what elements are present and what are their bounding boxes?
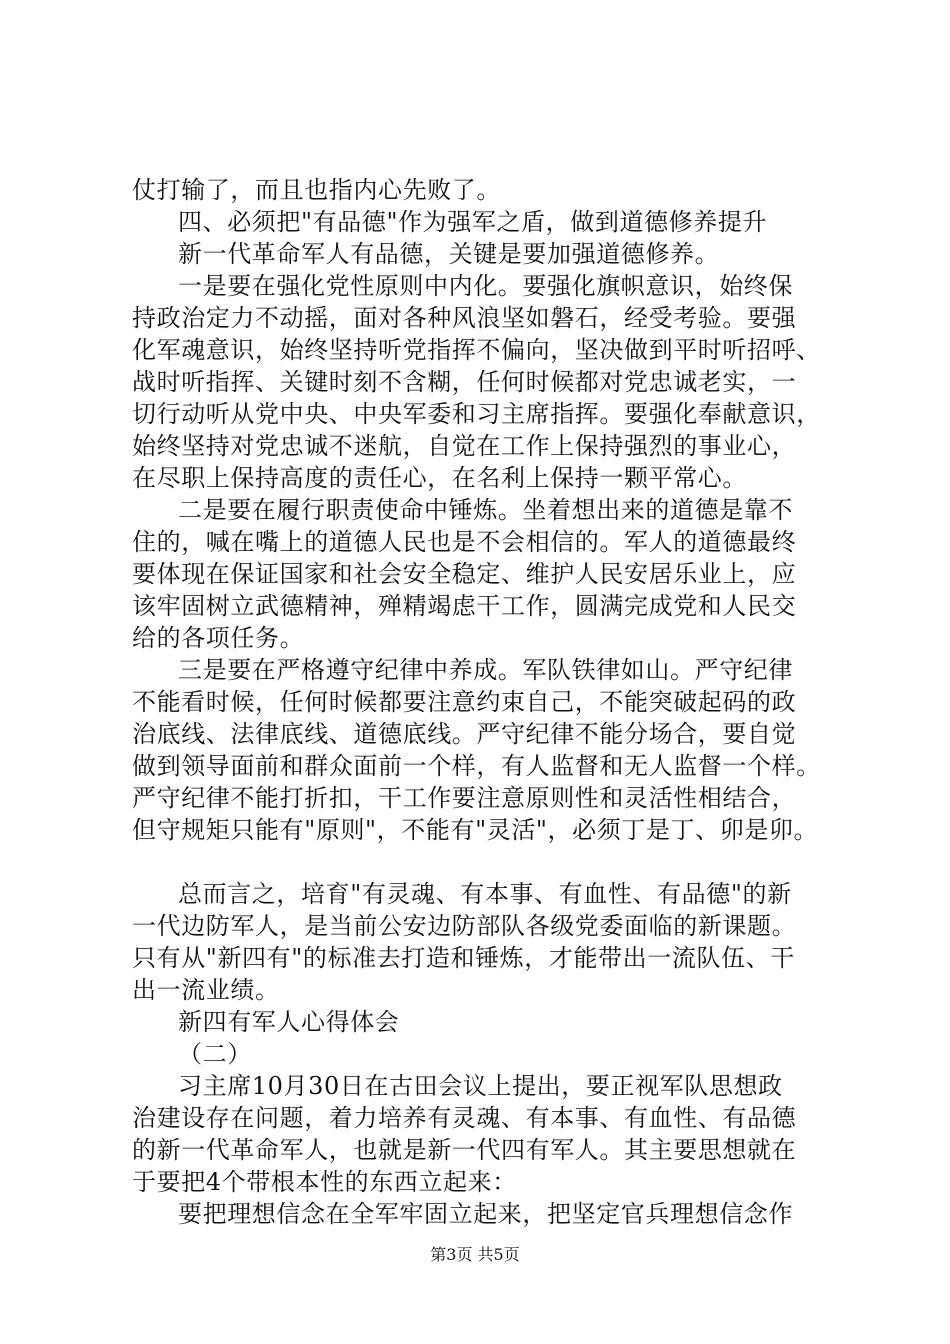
text-line: 于要把4个带根本性的东西立起来：: [132, 1168, 517, 1196]
text-line: 严守纪律不能打折扣，干工作要注意原则性和灵活性相结合，: [132, 784, 797, 812]
text-line: 总而言之，培育"有灵魂、有本事、有血性、有品德"的新: [178, 880, 792, 908]
text-line: 要体现在保证国家和社会安全稳定、维护人民安居乐业上，应: [132, 560, 797, 588]
text-line: 只有从"新四有"的标准去打造和锤炼，才能带出一流队伍、干: [132, 944, 795, 972]
text-line: 仗打输了，而且也指内心先败了。: [132, 176, 501, 204]
text-line: 习主席10月30日在古田会议上提出，要正视军队思想政: [178, 1072, 783, 1100]
text-line: 二是要在履行职责使命中锤炼。坐着想出来的道德是靠不: [178, 496, 793, 524]
subtitle: 新四有军人心得体会: [178, 1008, 400, 1036]
text-line: 三是要在严格遵守纪律中养成。军队铁律如山。严守纪律: [178, 656, 793, 684]
text-line: 新一代革命军人有品德，关键是要加强道德修养。: [178, 240, 720, 268]
text-line: 一是要在强化党性原则中内化。要强化旗帜意识，始终保: [178, 272, 793, 300]
text-line: 但守规矩只能有"原则"，不能有"灵活"，必须丁是丁、卯是卯。: [132, 816, 819, 844]
subtitle-number: （二）: [178, 1040, 252, 1068]
text-line: 治底线、法律底线、道德底线。严守纪律不能分场合，要自觉: [132, 720, 797, 748]
text-line: 不能看时候，任何时候都要注意约束自己，不能突破起码的政: [132, 688, 797, 716]
section-heading: 四、必须把"有品德"作为强军之盾，做到道德修养提升: [178, 208, 768, 236]
text-line: 切行动听从党中央、中央军委和习主席指挥。要强化奉献意识，: [132, 400, 821, 428]
text-line: 出一流业绩。: [132, 976, 280, 1004]
text-line: 一代边防军人，是当前公安边防部队各级党委面临的新课题。: [132, 912, 797, 940]
text-line: 治建设存在问题，着力培养有灵魂、有本事、有血性、有品德: [132, 1104, 797, 1132]
text-line: 战时听指挥、关键时刻不含糊，任何时候都对党忠诚老实，一: [132, 368, 797, 396]
text-line: 的新一代革命军人，也就是新一代四有军人。其主要思想就在: [132, 1136, 797, 1164]
text-line: 住的，喊在嘴上的道德人民也是不会相信的。军人的道德最终: [132, 528, 797, 556]
text-line: 持政治定力不动摇，面对各种风浪坚如磐石，经受考验。要强: [132, 304, 797, 332]
text-line: 化军魂意识，始终坚持听党指挥不偏向，坚决做到平时听招呼、: [132, 336, 821, 364]
text-line: 始终坚持对党忠诚不迷航，自觉在工作上保持强烈的事业心，: [132, 432, 797, 460]
text-line: 要把理想信念在全军牢固立起来，把坚定官兵理想信念作: [178, 1200, 793, 1228]
text-line: 给的各项任务。: [132, 624, 305, 652]
page-footer: 第3页 共5页: [430, 1245, 520, 1264]
text-line: 该牢固树立武德精神，殚精竭虑干工作，圆满完成党和人民交: [132, 592, 797, 620]
text-line: 在尽职上保持高度的责任心，在名利上保持一颗平常心。: [132, 464, 747, 492]
text-line: 做到领导面前和群众面前一个样，有人监督和无人监督一个样。: [132, 752, 821, 780]
